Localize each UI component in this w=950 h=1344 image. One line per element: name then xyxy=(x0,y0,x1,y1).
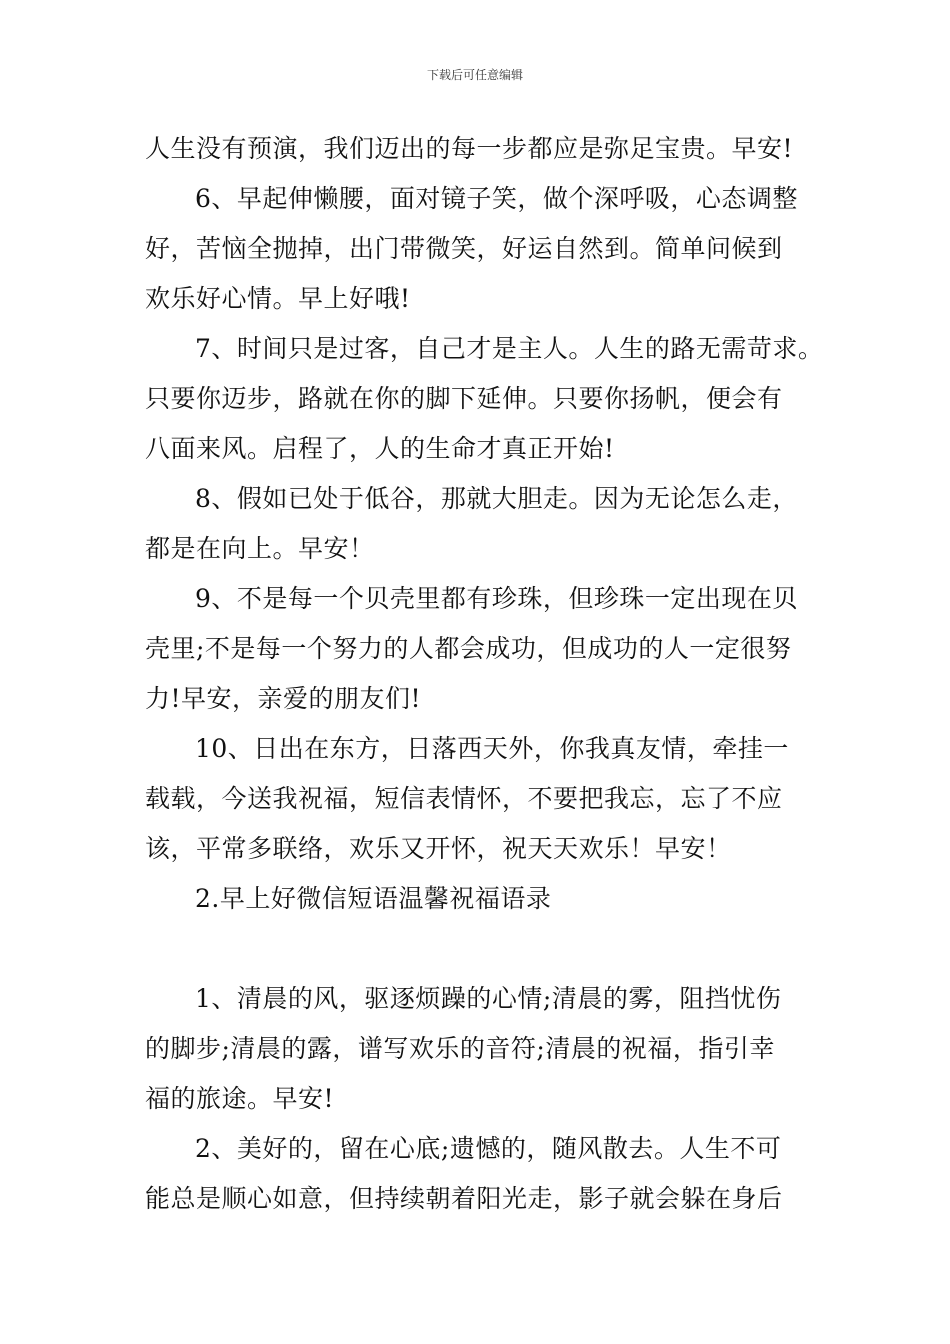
text-line: 8、假如已处于低谷，那就大胆走。因为无论怎么走， xyxy=(195,484,798,513)
text-line: 1、清晨的风，驱逐烦躁的心情;清晨的雾，阻挡忧伤 xyxy=(195,984,782,1013)
text-line: 能总是顺心如意，但持续朝着阳光走，影子就会躲在身后 xyxy=(145,1184,783,1213)
text-line: 八面来风。启程了，人的生命才真正开始! xyxy=(145,434,615,463)
text-line: 好，苦恼全抛掉，出门带微笑，好运自然到。简单问候到 xyxy=(145,234,783,263)
text-line: 人生没有预演，我们迈出的每一步都应是弥足宝贵。早安! xyxy=(145,134,794,163)
text-line: 10、日出在东方，日落西天外，你我真友情，牵挂一 xyxy=(195,734,789,763)
text-line: 壳里;不是每一个努力的人都会成功，但成功的人一定很努 xyxy=(145,634,792,663)
text-line: 9、不是每一个贝壳里都有珍珠，但珍珠一定出现在贝 xyxy=(195,584,798,613)
text-line: 只要你迈步，路就在你的脚下延伸。只要你扬帆，便会有 xyxy=(145,384,783,413)
text-line: 的脚步;清晨的露，谱写欢乐的音符;清晨的祝福，指引幸 xyxy=(145,1034,775,1063)
text-line: 福的旅途。早安! xyxy=(145,1084,335,1113)
page-header: 下载后可任意编辑 xyxy=(426,68,523,82)
text-line: 载载，今送我祝福，短信表情怀，不要把我忘，忘了不应 xyxy=(145,784,783,813)
text-line: 2、美好的，留在心底;遗憾的，随风散去。人生不可 xyxy=(195,1134,782,1163)
text-line: 7、时间只是过客，自己才是主人。人生的路无需苛求。 xyxy=(195,334,824,363)
text-line: 力!早安，亲爱的朋友们! xyxy=(145,684,422,713)
blank-line xyxy=(145,924,825,974)
text-line: 该，平常多联络，欢乐又开怀，祝天天欢乐！早安！ xyxy=(145,834,732,863)
text-line: 2.早上好微信短语温馨祝福语录 xyxy=(195,884,552,913)
text-line: 6、早起伸懒腰，面对镜子笑，做个深呼吸，心态调整 xyxy=(195,184,798,213)
text-line: 欢乐好心情。早上好哦! xyxy=(145,284,411,313)
text-line: 都是在向上。早安！ xyxy=(145,534,375,563)
document-body xyxy=(145,124,825,1224)
